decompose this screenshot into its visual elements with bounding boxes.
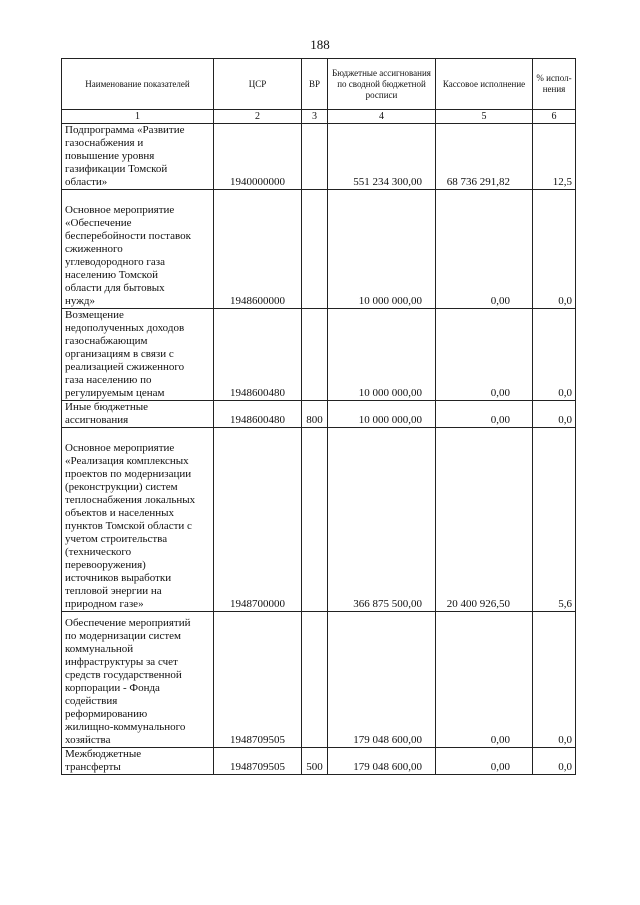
row-percent: 0,0	[533, 401, 576, 428]
header-vr: ВР	[302, 59, 328, 110]
header-csr: ЦСР	[214, 59, 302, 110]
column-number: 3	[302, 110, 328, 124]
budget-execution-table	[61, 58, 576, 775]
row-cash: 0,00	[436, 748, 533, 775]
column-number: 2	[214, 110, 302, 124]
row-cash: 68 736 291,82	[436, 124, 533, 190]
row-csr: 1948600480	[214, 309, 302, 401]
row-budget: 366 875 500,00	[328, 428, 436, 612]
row-name: Возмещение недополученных доходов газоснабжающим организациям в связи с реализацией сжиженного газа населению по регулируемым ценам	[62, 309, 214, 401]
row-percent: 0,0	[533, 309, 576, 401]
row-percent: 5,6	[533, 428, 576, 612]
row-percent: 0,0	[533, 612, 576, 748]
column-number: 1	[62, 110, 214, 124]
row-percent: 0,0	[533, 748, 576, 775]
header-name: Наименование показателей	[62, 59, 214, 110]
row-vr	[302, 190, 328, 309]
page-number: 188	[310, 37, 330, 52]
row-name: Иные бюджетные ассигнования	[62, 401, 214, 428]
header-cash: Кассовое исполнение	[436, 59, 533, 110]
row-vr: 800	[302, 401, 328, 428]
table-row	[62, 124, 576, 190]
row-cash: 0,00	[436, 309, 533, 401]
row-name: Межбюджетные трансферты	[62, 748, 214, 775]
row-csr: 1948700000	[214, 428, 302, 612]
row-budget: 551 234 300,00	[328, 124, 436, 190]
row-csr: 1948600000	[214, 190, 302, 309]
row-name: Основное мероприятие «Реализация комплексных проектов по модернизации (реконструкции) систем теплоснабжения локальных объектов и населенных пунктов Томской области с учетом строительства (технического перевооружения) источников выработки тепловой энергии на природном газе»	[62, 428, 214, 612]
table-row	[62, 748, 576, 775]
row-budget: 179 048 600,00	[328, 748, 436, 775]
row-percent: 0,0	[533, 190, 576, 309]
row-cash: 0,00	[436, 612, 533, 748]
row-vr: 500	[302, 748, 328, 775]
row-name: Обеспечение мероприятий по модернизации систем коммунальной инфраструктуры за счет средств государственной корпорации - Фонда содействия реформированию жилищно-коммунального хозяйства	[62, 612, 214, 748]
header-row	[62, 59, 576, 110]
table-row	[62, 612, 576, 748]
row-cash: 0,00	[436, 190, 533, 309]
column-number: 6	[533, 110, 576, 124]
table-row	[62, 401, 576, 428]
row-budget: 10 000 000,00	[328, 309, 436, 401]
row-budget: 179 048 600,00	[328, 612, 436, 748]
header-budget: Бюджетные ассигнования по сводной бюджетной росписи	[328, 59, 436, 110]
row-csr: 1948709505	[214, 748, 302, 775]
row-vr	[302, 612, 328, 748]
column-number-row	[62, 110, 576, 124]
row-name: Подпрограмма «Развитие газоснабжения и повышение уровня газификации Томской области»	[62, 124, 214, 190]
row-csr: 1940000000	[214, 124, 302, 190]
row-csr: 1948709505	[214, 612, 302, 748]
row-csr: 1948600480	[214, 401, 302, 428]
row-percent: 12,5	[533, 124, 576, 190]
row-vr	[302, 428, 328, 612]
table-row	[62, 309, 576, 401]
table-row	[62, 428, 576, 612]
table-row	[62, 190, 576, 309]
row-cash: 0,00	[436, 401, 533, 428]
row-vr	[302, 309, 328, 401]
row-name: Основное мероприятие «Обеспечение бесперебойности поставок сжиженного углеводородного газа населению Томской области для бытовых нужд»	[62, 190, 214, 309]
row-cash: 20 400 926,50	[436, 428, 533, 612]
row-vr	[302, 124, 328, 190]
column-number: 5	[436, 110, 533, 124]
row-budget: 10 000 000,00	[328, 401, 436, 428]
row-budget: 10 000 000,00	[328, 190, 436, 309]
column-number: 4	[328, 110, 436, 124]
header-percent: % испол-нения	[533, 59, 576, 110]
